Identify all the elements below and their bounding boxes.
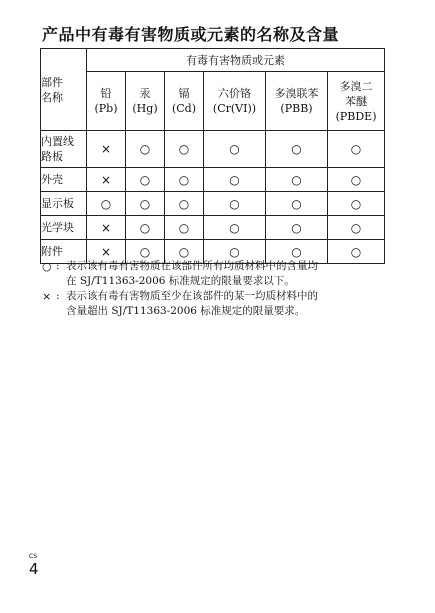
page-title: 产品中有毒有害物质或元素的名称及含量	[42, 25, 340, 44]
substance-cell: ○	[165, 240, 204, 264]
circle-mark-icon: ○	[42, 260, 52, 273]
element-name-line2: 苯醚	[345, 94, 368, 108]
page-number: 4	[29, 560, 39, 578]
element-header-pb	[87, 72, 126, 131]
note-line: 表示该有毒有害物质至少在该部件的某一均质材料中的	[66, 290, 318, 302]
part-name: 显示板	[41, 192, 87, 216]
element-symbol: (Pb)	[94, 102, 118, 115]
note-separator: :	[56, 290, 60, 302]
substance-cell: ○	[266, 192, 328, 216]
substance-cell: ×	[87, 168, 126, 192]
substance-cell: ○	[204, 216, 266, 240]
substance-cell: ○	[266, 240, 328, 264]
substance-cell: ○	[165, 168, 204, 192]
element-symbol: (PBDE)	[335, 109, 377, 123]
element-header-pbb	[266, 72, 328, 131]
element-name: 六价铬	[218, 87, 251, 100]
substance-cell: ○	[126, 168, 165, 192]
element-header-cd	[165, 72, 204, 131]
element-symbol: (PBB)	[280, 102, 313, 115]
substance-cell: ○	[204, 192, 266, 216]
element-header-hg	[126, 72, 165, 131]
element-header-cr6	[204, 72, 266, 131]
substance-cell: ○	[328, 131, 385, 168]
substance-cell: ○	[126, 216, 165, 240]
hazardous-substances-table	[40, 48, 385, 264]
note-separator: :	[56, 260, 60, 272]
element-symbol: (Cd)	[171, 102, 197, 115]
substance-cell: ○	[328, 168, 385, 192]
substance-cell: ×	[87, 131, 126, 168]
note-text	[66, 289, 387, 319]
substance-cell: ○	[204, 168, 266, 192]
legend-notes	[42, 259, 387, 319]
note-text	[66, 259, 387, 289]
element-header-pbde	[328, 72, 385, 131]
note-below-limit	[42, 259, 387, 289]
substance-cell: ○	[266, 216, 328, 240]
substance-cell: ○	[204, 240, 266, 264]
element-symbol: (Hg)	[132, 102, 158, 115]
substance-cell: ○	[87, 192, 126, 216]
part-name-line: 路板	[41, 150, 63, 163]
substance-cell: ○	[165, 131, 204, 168]
substance-cell: ○	[126, 131, 165, 168]
part-name: 外壳	[41, 168, 87, 192]
substance-cell: ○	[328, 240, 385, 264]
note-line: 在 SJ/T11363-2006 标准规定的限量要求以下。	[66, 275, 295, 287]
note-line: 表示该有毒有害物质在该部件所有均质材料中的含量均	[66, 260, 318, 272]
element-name: 镉	[178, 87, 190, 100]
note-line: 含量超出 SJ/T11363-2006 标准规定的限量要求。	[66, 305, 306, 317]
element-name: 汞	[139, 87, 151, 100]
substance-cell: ○	[165, 192, 204, 216]
substance-cell: ○	[126, 192, 165, 216]
table-row	[41, 216, 385, 240]
part-name	[41, 131, 87, 168]
part-header-line: 名称	[41, 90, 63, 104]
note-exceeds-limit	[42, 289, 387, 319]
part-name-line: 内置线	[41, 135, 74, 148]
table-row	[41, 131, 385, 168]
part-name: 附件	[41, 240, 87, 264]
substance-cell: ○	[126, 240, 165, 264]
substance-group-header: 有毒有害物质或元素	[87, 49, 385, 72]
part-name-header	[41, 49, 87, 131]
substance-cell: ○	[328, 192, 385, 216]
substance-cell: ○	[165, 216, 204, 240]
cross-mark-icon: ×	[42, 290, 52, 303]
substance-cell: ×	[87, 240, 126, 264]
substance-cell: ○	[266, 168, 328, 192]
substance-cell: ○	[328, 216, 385, 240]
element-name: 铅	[100, 87, 112, 100]
substance-cell: ○	[204, 131, 266, 168]
substance-cell: ○	[266, 131, 328, 168]
page-language-code: CS	[29, 553, 37, 560]
substance-cell: ×	[87, 216, 126, 240]
element-symbol: (Cr(VI))	[212, 102, 257, 115]
table-row	[41, 192, 385, 216]
part-header-line: 部件	[41, 75, 63, 89]
element-name: 多溴联苯	[274, 87, 319, 100]
table-row	[41, 168, 385, 192]
part-name: 光学块	[41, 216, 87, 240]
element-name: 多溴二	[339, 79, 373, 93]
